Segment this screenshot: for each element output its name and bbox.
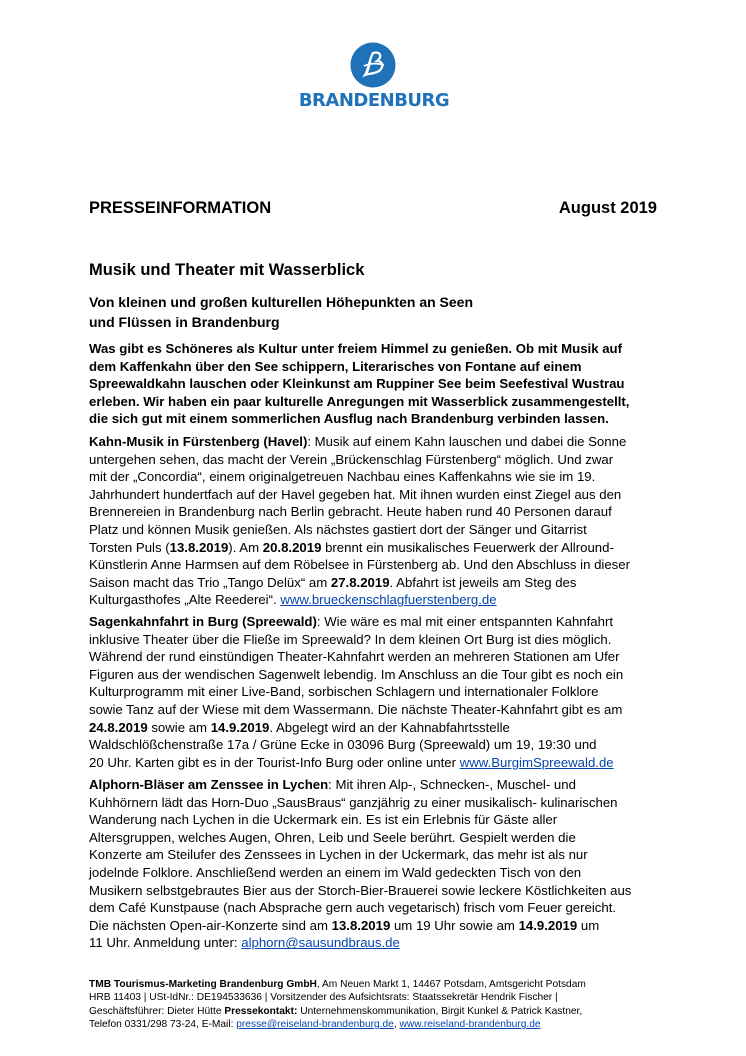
text: um 19 Uhr sowie am [390, 917, 519, 933]
text: Kulturgasthofes „Alte Reederei“. [89, 592, 281, 608]
paragraph-line: Platz und können Musik genießen. Als nächstes gastiert dort der Sänger und Gitarrist [89, 521, 587, 537]
intro-paragraph [89, 340, 669, 428]
paragraph-line: Konzerte am Steilufer des Zenssees in Lychen in der Uckermark, das mehr ist als nur [89, 847, 588, 863]
text: Geschäftsführer: Dieter Hütte [89, 1005, 225, 1017]
paragraph-line: Musikern selbstgebrautes Bier aus der Storch-Bier-Brauerei sowie leckere Köstlichkeiten aus [89, 882, 632, 898]
paragraph-line [89, 591, 669, 609]
text: Unternehmenskommunikation, Birgit Kunkel & Patrick Kastner, [297, 1005, 583, 1017]
paragraph-line: Jahrhundert hundertfach auf der Havel gegeben hat. Mit ihnen wurden einst Ziegel aus den [89, 486, 622, 502]
paragraph-line [89, 574, 669, 592]
paragraph-line: dem Café Kunstpause (nach Absprache gern auch vegetarisch) frisch vom Feuer gereicht. [89, 900, 617, 916]
section-alphorn [89, 776, 669, 952]
paragraph-line: inklusive Theater über die Fließe im Spreewald? In dem kleinen Ort Burg ist dies möglich. [89, 631, 612, 647]
text: Telefon 0331/298 73-24, E-Mail: [89, 1019, 237, 1031]
footer-line [89, 978, 669, 991]
paragraph-line: Wanderung nach Lychen in die Uckermark ein. Es ist ein Erlebnis für Gäste aller [89, 812, 558, 828]
brueckenschlag-link[interactable]: www.brueckenschlagfuerstenberg.de [280, 592, 497, 608]
website-link[interactable]: www.reiseland-brandenburg.de [399, 1019, 541, 1031]
subtitle [89, 292, 609, 332]
footer-company: TMB Tourismus-Marketing Brandenburg GmbH [89, 979, 317, 990]
footer-line: HRB 11403 | USt-IdNr.: DE194533636 | Vorsitzender des Aufsichtsrats: Staatssekretär Hendrik Fischer | [89, 992, 558, 1004]
burg-spreewald-link[interactable]: www.BurgimSpreewald.de [459, 754, 614, 770]
text: , Am Neuen Markt 1, 14467 Potsdam, Amtsgericht Potsdam [316, 979, 586, 990]
subtitle-line: Von kleinen und großen kulturellen Höhepunkten an Seen [89, 294, 474, 310]
text: brennt ein musikalisches Feuerwerk der Allround- [321, 539, 614, 555]
subtitle-line: und Flüssen in Brandenburg [89, 314, 280, 330]
paragraph-line: Brennereien in Brandenburg nach Berlin gebracht. Heute haben rund 40 Personen darauf [89, 504, 612, 520]
paragraph-line: Kuhhörnern lädt das Horn-Duo „SausBraus“ ganzjährig zu einer musikalisch- kulinarischen [89, 794, 618, 810]
text: Die nächsten Open-air-Konzerte sind am [89, 917, 332, 933]
brandenburg-logo [292, 42, 456, 114]
date-highlight: 13.8.2019 [331, 917, 391, 933]
paragraph-line [89, 917, 669, 935]
intro-line: Spreewaldkahn lauschen oder Kleinkunst am Ruppiner See beim Seefestival Wustrau [89, 376, 625, 392]
section-heading: Kahn-Musik in Fürstenberg (Havel) [89, 434, 308, 449]
paragraph-line: sowie Tanz auf der Wiese mit dem Wassermann. Die nächste Theater-Kahnfahrt gibt es am [89, 701, 623, 717]
text: 20 Uhr. Karten gibt es in der Tourist-Info Burg oder online unter [89, 754, 460, 770]
paragraph-line [89, 613, 669, 631]
intro-line: Was gibt es Schöneres als Kultur unter freiem Himmel zu genießen. Ob mit Musik auf [89, 341, 622, 356]
alphorn-email-link[interactable]: alphorn@sausundbraus.de [241, 935, 400, 951]
press-label: PRESSEINFORMATION [89, 199, 272, 217]
paragraph-line: untergehen sehen, das macht der Verein „Brückenschlag Fürstenberg“ möglich. Und zwar [89, 451, 614, 467]
intro-line: dem Kaffenkahn über den See schippern, Literarisches von Fontane auf einem [89, 358, 582, 374]
footer-line [89, 1018, 669, 1031]
page-title: Musik und Theater mit Wasserblick [89, 261, 365, 279]
press-contact-label: Pressekontakt: [224, 1005, 298, 1017]
date-highlight: 14.9.2019 [518, 917, 578, 933]
text: , [393, 1019, 400, 1031]
brandenburg-b-logo-icon [350, 42, 396, 88]
logo-wordmark: BRANDENBURG [298, 90, 450, 111]
date-highlight: 20.8.2019 [262, 539, 322, 555]
date-highlight: 24.8.2019 [89, 719, 148, 735]
press-date: August 2019 [558, 199, 657, 217]
text: : Musik auf einem Kahn lauschen und dabei die Sonne [307, 434, 627, 449]
section-kahn-musik [89, 433, 669, 609]
intro-line: die sich gut mit einem sommerlichen Ausflug nach Brandenburg verbinden lassen. [89, 411, 609, 427]
paragraph-line [89, 754, 669, 772]
paragraph-line [89, 433, 669, 451]
text: : Mit ihren Alp-, Schnecken-, Muschel- und [328, 777, 576, 792]
paragraph-line: Künstlerin Anne Harmsen auf dem Röbelsee in Fürstenberg ab. Und den Abschluss in dieser [89, 557, 630, 573]
date-highlight: 27.8.2019 [330, 574, 390, 590]
date-highlight: 13.8.2019 [169, 539, 229, 555]
paragraph-line: Kulturprogramm mit einer Live-Band, sorbischen Schlagern und internationaler Folklore [89, 684, 599, 700]
paragraph-line [89, 776, 669, 794]
text: ). Am [228, 539, 263, 555]
text: um [577, 917, 600, 933]
text: 11 Uhr. Anmeldung unter: [89, 935, 242, 951]
section-sagenkahnfahrt [89, 613, 669, 771]
date-highlight: 14.9.2019 [210, 719, 270, 735]
paragraph-line: mit der „Concordia“, einem originalgetreuen Nachbau eines Kaffenkahns wie sie im 19. [89, 469, 596, 485]
paragraph-line [89, 719, 669, 737]
paragraph-line: Während der rund einstündigen Theater-Kahnfahrt werden an mehreren Stationen am Ufer [89, 649, 620, 665]
paragraph-line: Figuren aus der wendischen Sagenwelt lebendig. Im Anschluss an die Tour gibt es noch ein [89, 666, 624, 682]
press-email-link[interactable]: presse@reiseland-brandenburg.de [236, 1019, 394, 1031]
intro-line: erleben. Wir haben ein paar kulturelle Anregungen mit Wasserblick zusammengestellt, [89, 393, 630, 409]
footer-line [89, 1005, 669, 1018]
text: Saison macht das Trio „Tango Delüx“ am [89, 574, 331, 590]
text: : Wie wäre es mal mit einer entspannten Kahnfahrt [316, 614, 614, 629]
paragraph-line: jodelnde Folklore. Anschließend werden an einem im Wald gedeckten Tisch von den [89, 864, 582, 880]
paragraph-line: Altersgruppen, welches Augen, Ohren, Leib und Seele berührt. Gespielt werden die [89, 829, 576, 845]
text: . Abgelegt wird an der Kahnabfahrtsstelle [269, 719, 510, 735]
text: sowie am [147, 719, 211, 735]
press-header [89, 199, 657, 221]
paragraph-line [89, 934, 669, 952]
section-heading: Sagenkahnfahrt in Burg (Spreewald) [89, 614, 317, 629]
paragraph-line: Waldschlößchenstraße 17a / Grüne Ecke in 03096 Burg (Spreewald) um 19, 19:30 und [89, 737, 597, 753]
text: . Abfahrt ist jeweils am Steg des [389, 574, 577, 590]
footer [89, 978, 669, 1032]
text: Torsten Puls ( [89, 539, 170, 555]
paragraph-line [89, 539, 669, 557]
section-heading: Alphorn-Bläser am Zenssee in Lychen [89, 777, 329, 792]
